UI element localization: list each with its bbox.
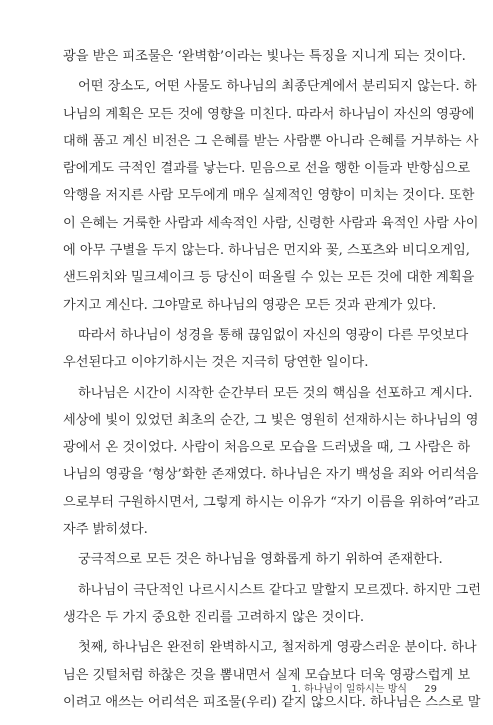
text-line: 첫째, 하나님은 완전히 완벽하시고, 철저하게 영광스러운 분이다. 하나 (78, 640, 477, 656)
text-line: 따라서 하나님이 성경을 통해 끊임없이 자신의 영광이 다른 무엇보다 (78, 327, 469, 343)
text-line: 나님의 계획은 모든 것에 영향을 미친다. 따라서 하나님이 자신의 영광에 (63, 106, 475, 122)
text-line: 대해 품고 계신 비전은 그 은혜를 받는 사람뿐 아니라 은혜를 거부하는 사 (63, 133, 479, 149)
page-footer (291, 680, 437, 695)
text-line: 나님의 영광을 ‘형상’화한 존재였다. 하나님은 자기 백성을 죄와 어리석음 (63, 467, 479, 483)
paragraph (63, 73, 479, 319)
text-line: 생각은 두 가지 중요한 진리를 고려하지 않은 것이다. (63, 609, 365, 625)
text-line: 하나님이 극단적인 나르시시스트 같다고 말할지 모르겠다. 하지만 그런 (78, 582, 481, 598)
body-text (63, 43, 481, 719)
text-line: 광에서 온 것이었다. 사람이 처음으로 모습을 드러냈을 때, 그 사람은 하 (63, 440, 470, 456)
text-line: 샌드위치와 밀크셰이크 등 당신이 떠올릴 수 있는 모든 것에 대한 계획을 (63, 270, 475, 286)
paragraph (63, 634, 481, 716)
text-line: 에 아무 구별을 두지 않는다. 하나님은 먼지와 꽃, 스포츠와 비디오게임, (63, 243, 470, 259)
text-line: 하나님은 시간이 시작한 순간부터 모든 것의 핵심을 선포하고 계시다. (78, 385, 473, 401)
text-line: 이 은혜는 거룩한 사람과 세속적인 사람, 신령한 사람과 육적인 사람 사이 (63, 215, 479, 231)
paragraph (63, 322, 469, 377)
text-line: 람에게도 극적인 결과를 낳는다. 믿음으로 선을 행한 이들과 반항심으로 (63, 161, 471, 177)
page-number: 29 (424, 684, 437, 695)
text-line: 자주 밝히셨다. (63, 522, 148, 538)
running-chapter-title: 1. 하나님이 일하시는 방식 (291, 684, 408, 695)
text-line: 세상에 빛이 있었던 최초의 순간, 그 빛은 영원히 선재하시는 하나님의 영 (63, 412, 479, 428)
paragraph (63, 380, 480, 544)
text-line: 악행을 저지른 사람 모두에게 매우 실제적인 영향이 미치는 것이다. 또한 (63, 188, 475, 204)
paragraph (63, 577, 481, 632)
paragraph (63, 546, 443, 573)
text-line: 님은 깃털처럼 하찮은 것을 뽐내면서 실제 모습보다 더욱 영광스럽게 보 (63, 667, 471, 683)
text-line: 가지고 계신다. 그야말로 하나님의 영광은 모든 것과 관계가 있다. (63, 297, 437, 313)
text-line: 어떤 장소도, 어떤 사물도 하나님의 최종단계에서 분리되지 않는다. 하 (78, 79, 477, 95)
text-line: 으로부터 구원하시면서, 그렇게 하시는 이유가 “자기 이름을 위하여”라고 (63, 494, 480, 510)
text-line: 우선된다고 이야기하시는 것은 지극히 당연한 일이다. (63, 355, 369, 371)
paragraph (63, 43, 466, 70)
text-line: 궁극적으로 모든 것은 하나님을 영화롭게 하기 위하여 존재한다. (78, 552, 443, 568)
text-line: 광을 받은 피조물은 ‘완벽함’이라는 빛나는 특징을 지니게 되는 것이다. (63, 49, 466, 64)
text-line: 이려고 애쓰는 어리석은 피조물(우리) 같지 않으시다. 하나님은 스스로 말 (63, 694, 481, 710)
